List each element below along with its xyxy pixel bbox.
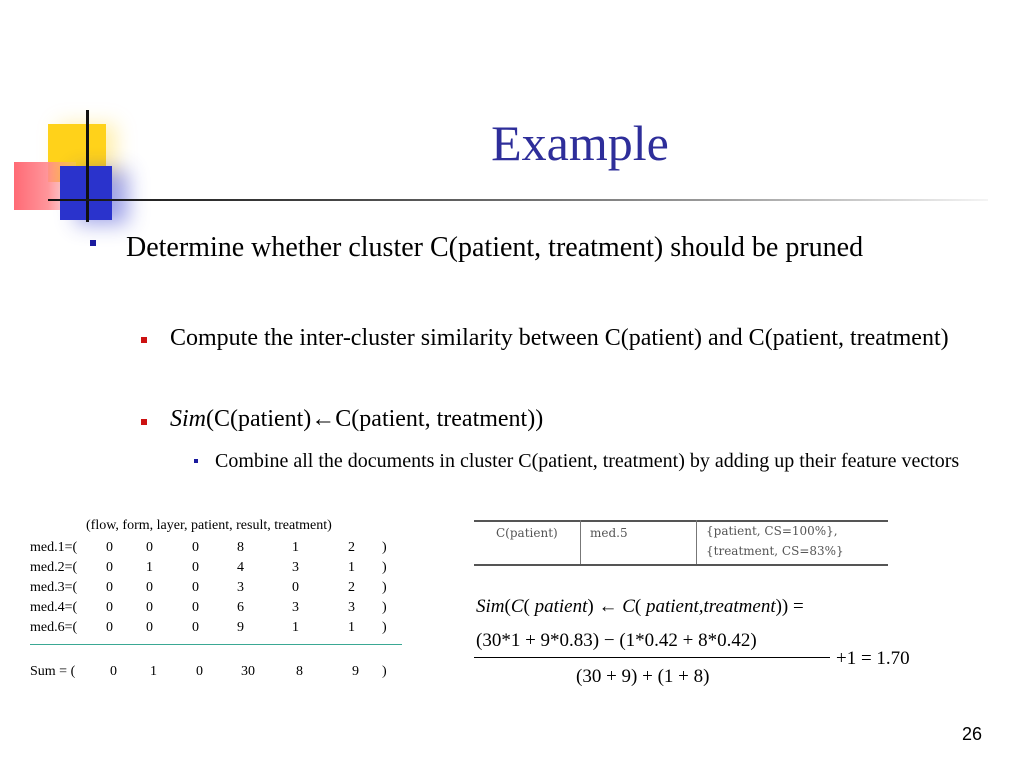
formula-paren: ( (523, 596, 535, 617)
cell-value: 1 (292, 620, 299, 635)
formula-denominator: (30 + 9) + (1 + 8) (576, 666, 710, 687)
cell-value: 0 (106, 600, 113, 615)
formula-paren: ( (634, 596, 646, 617)
row-label: med.6=( (30, 620, 78, 635)
matrix-separator (30, 644, 402, 645)
row-close: ) (382, 580, 387, 595)
cell-value: 8 (237, 540, 244, 555)
cell-value: 6 (237, 600, 244, 615)
formula-paren: ( (504, 596, 511, 617)
bullet-square-icon (90, 240, 96, 246)
page-number: 26 (962, 724, 983, 744)
cell-value: 3 (237, 580, 244, 595)
formula-equals: )) = (775, 596, 804, 617)
cell-value: 0 (106, 560, 113, 575)
cell-value: 30 (241, 664, 255, 679)
row-close: ) (382, 540, 387, 555)
cell-value: 0 (146, 600, 153, 615)
formula-c: C (510, 596, 524, 617)
bullet-square-icon (194, 459, 198, 463)
row-close: ) (382, 560, 387, 575)
cell-value: 0 (146, 540, 153, 555)
cell-value: 1 (292, 540, 299, 555)
cell-value: 0 (146, 620, 153, 635)
fraction-bar (474, 657, 830, 658)
cell-value: 1 (150, 664, 157, 679)
cell-value: 4 (237, 560, 244, 575)
table-cell-cs-2: {treatment, CS=83%} (706, 544, 844, 558)
cell-value: 0 (106, 540, 113, 555)
cell-value: 9 (352, 664, 359, 679)
cell-value: 1 (146, 560, 153, 575)
cell-value: 0 (192, 580, 199, 595)
cell-value: 0 (106, 620, 113, 635)
cell-value: 0 (192, 620, 199, 635)
bullet-sim-text (170, 403, 870, 435)
table-border-bottom (474, 564, 888, 566)
cell-value: 0 (192, 600, 199, 615)
formula-patient: patient (534, 596, 588, 617)
cell-value: 1 (348, 560, 355, 575)
formula-patient-treatment: patient,treatment (645, 596, 776, 617)
formula-c: C (622, 596, 635, 617)
table-cell-cs-1: {patient, CS=100%}, (706, 524, 838, 538)
cell-value: 0 (292, 580, 299, 595)
cell-value: 0 (196, 664, 203, 679)
bullet-square-icon (141, 337, 147, 343)
bullet-square-icon (141, 419, 147, 425)
row-label: Sum = ( (30, 664, 76, 679)
table-cell-cluster: C(patient) (496, 526, 558, 540)
cell-value: 0 (110, 664, 117, 679)
table-divider (696, 520, 697, 566)
row-label: med.4=( (30, 600, 78, 615)
cell-value: 8 (296, 664, 303, 679)
table-border-top (474, 520, 888, 522)
table-cell-doc: med.5 (590, 526, 628, 540)
cell-value: 0 (192, 560, 199, 575)
cell-value: 2 (348, 540, 355, 555)
row-label: med.2=( (30, 560, 78, 575)
sim-rest: (C(patient)←C(patient, treatment)) (206, 406, 544, 432)
bullet-level2-text: Compute the inter-cluster similarity between C(patient) and C(patient, treatment) (170, 325, 949, 351)
cluster-table (474, 520, 888, 566)
sim-italic: Sim (170, 406, 206, 432)
title-underline (48, 199, 988, 201)
row-label: med.1=( (30, 540, 78, 555)
sim-formula-lhs (476, 596, 804, 618)
formula-result: +1 = 1.70 (836, 648, 910, 669)
cell-value: 3 (292, 560, 299, 575)
row-close: ) (382, 620, 387, 635)
cell-value: 3 (348, 600, 355, 615)
cell-value: 3 (292, 600, 299, 615)
cell-value: 2 (348, 580, 355, 595)
formula-arrow: ) ← (587, 596, 623, 617)
row-close: ) (382, 664, 387, 679)
formula-sim: Sim (476, 596, 505, 617)
cell-value: 0 (146, 580, 153, 595)
table-divider (580, 520, 581, 566)
slide-title: Example (491, 115, 669, 171)
cell-value: 0 (106, 580, 113, 595)
decor-vertical-line (86, 110, 89, 222)
row-close: ) (382, 600, 387, 615)
row-label: med.3=( (30, 580, 78, 595)
bullet-level1-text: Determine whether cluster C(patient, treatment) should be pruned (126, 232, 864, 263)
cell-value: 9 (237, 620, 244, 635)
cell-value: 1 (348, 620, 355, 635)
bullet-level3-text: Combine all the documents in cluster C(patient, treatment) by adding up their feature vectors (215, 450, 960, 472)
cell-value: 0 (192, 540, 199, 555)
formula-numerator: (30*1 + 9*0.83) − (1*0.42 + 8*0.42) (476, 630, 757, 651)
matrix-header: (flow, form, layer, patient, result, treatment) (86, 518, 332, 533)
